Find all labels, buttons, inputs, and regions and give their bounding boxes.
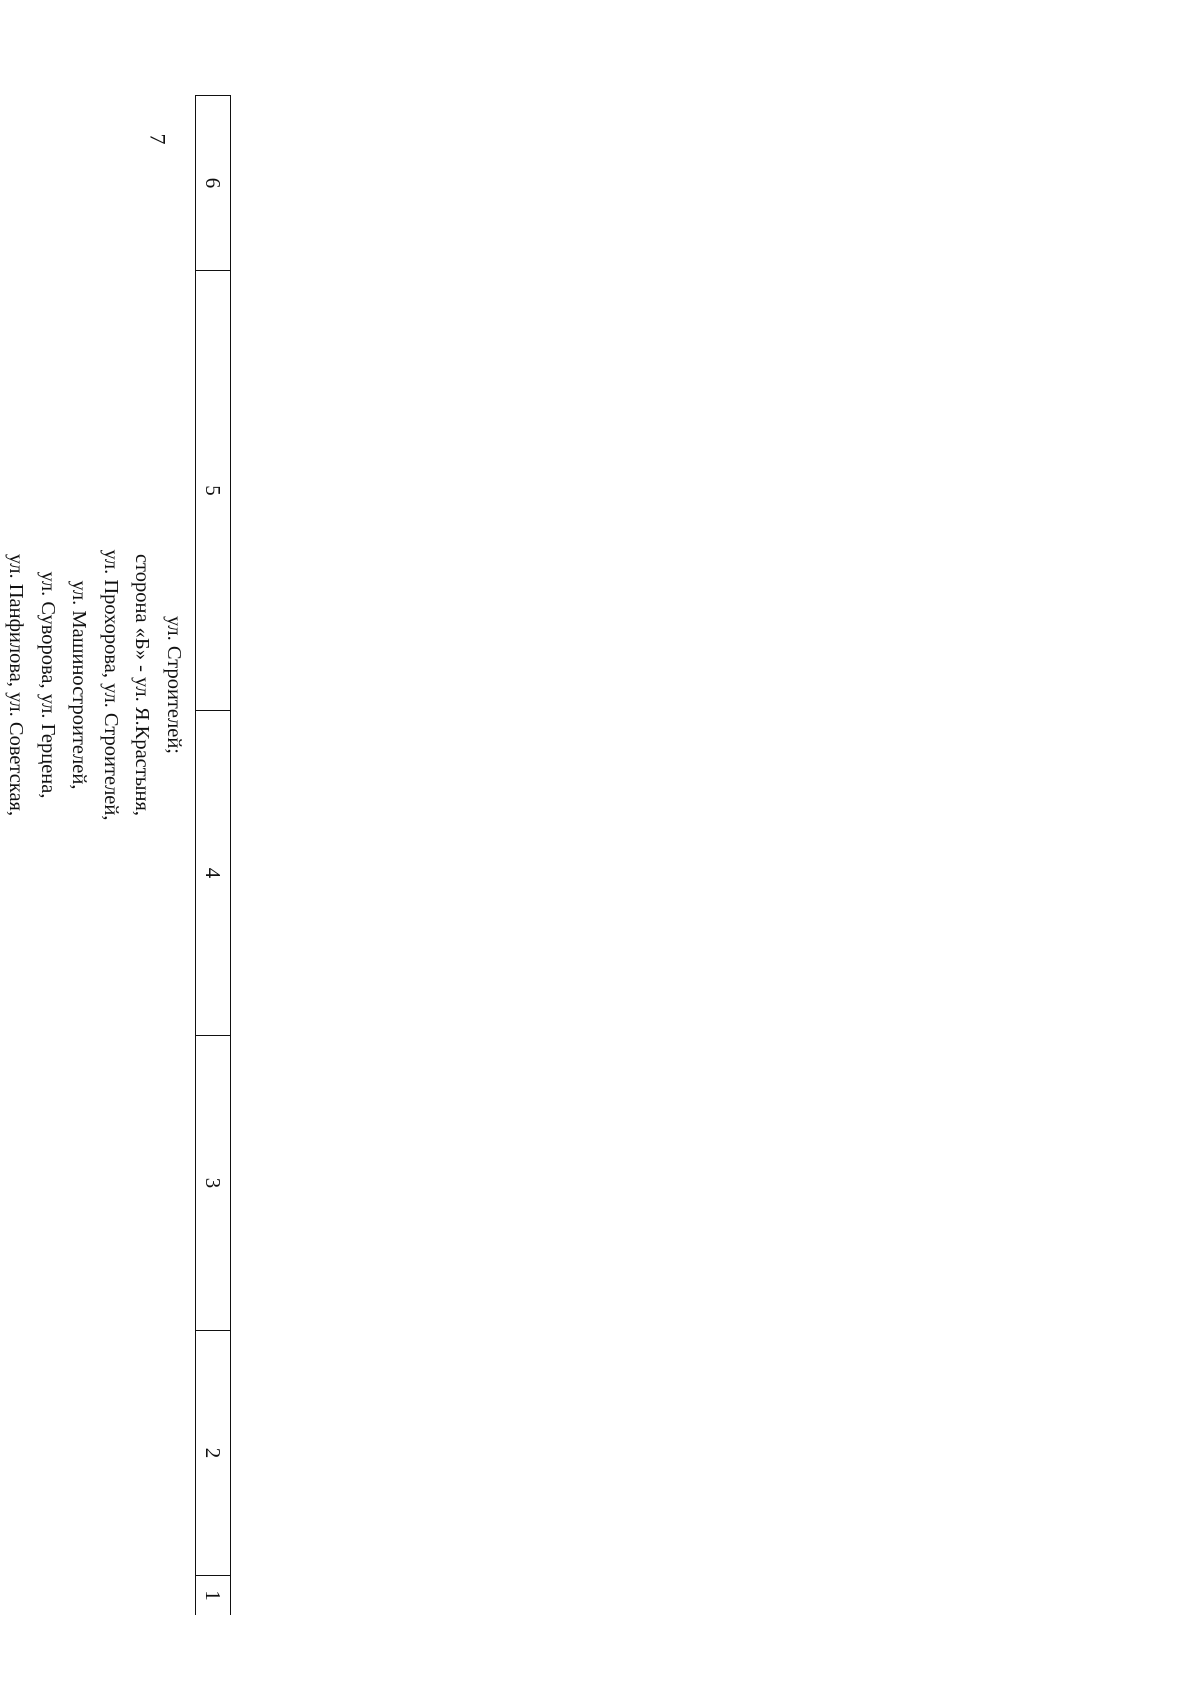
text-line: сторона «Б» - ул. Я.Крастыня, [131,553,154,817]
text-line: ул. Суворова, ул. Герцена, [36,571,59,799]
column-header-6: 6 [196,95,230,270]
text-line: ул. Прохорова, ул. Строителей, [99,549,122,821]
column-header-2: 2 [196,1330,230,1575]
column-5-route-stops-text [0,305,189,1065]
column-header-3: 3 [196,1035,230,1330]
column-header-row [195,95,231,1615]
page-number: 7 [145,133,171,145]
text-line: ул. Строителей; [163,616,185,754]
column-header-4: 4 [196,710,230,1035]
column-header-5: 5 [196,270,230,710]
column-header-1: 1 [196,1575,230,1615]
text-line: ул. Панфилова, ул. Советская, [5,553,28,817]
text-line: ул. Машиностроителей, [68,580,91,790]
